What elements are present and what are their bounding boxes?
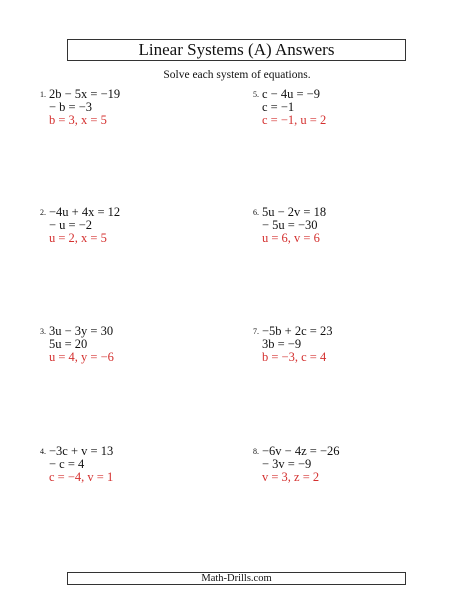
problem-8 xyxy=(253,445,433,484)
equation-2: 5u = 20 xyxy=(49,337,88,351)
equation-1: 5u − 2v = 18 xyxy=(262,205,327,219)
equation-2: − b = −3 xyxy=(49,100,93,114)
equation-2: c = −1 xyxy=(262,100,295,114)
answer: u = 4, y = −6 xyxy=(49,350,114,364)
page-title: Linear Systems (A) Answers xyxy=(67,39,406,61)
problem-number: 6. xyxy=(253,208,259,217)
answer: v = 3, z = 2 xyxy=(262,470,320,484)
problem-7 xyxy=(253,325,433,364)
equation-1: c − 4u = −9 xyxy=(262,87,320,101)
answer: b = −3, c = 4 xyxy=(262,350,327,364)
answer: u = 2, x = 5 xyxy=(49,231,107,245)
answer: u = 6, v = 6 xyxy=(262,231,320,245)
problem-number: 8. xyxy=(253,447,259,456)
answer: c = −1, u = 2 xyxy=(262,113,327,127)
equation-2: 3b = −9 xyxy=(262,337,302,351)
problem-4 xyxy=(40,445,220,484)
problem-number: 7. xyxy=(253,327,259,336)
equation-1: −4u + 4x = 12 xyxy=(49,205,121,219)
problem-number: 2. xyxy=(40,208,46,217)
problem-2 xyxy=(40,206,220,245)
equation-2: − u = −2 xyxy=(49,218,93,232)
equation-1: −6v − 4z = −26 xyxy=(262,444,340,458)
answer: b = 3, x = 5 xyxy=(49,113,107,127)
equation-1: 2b − 5x = −19 xyxy=(49,87,121,101)
equation-2: − 5u = −30 xyxy=(262,218,318,232)
footer: Math-Drills.com xyxy=(67,572,406,585)
equation-2: − c = 4 xyxy=(49,457,85,471)
problem-number: 1. xyxy=(40,90,46,99)
problem-1 xyxy=(40,88,220,127)
equation-1: −3c + v = 13 xyxy=(49,444,114,458)
equation-1: 3u − 3y = 30 xyxy=(49,324,114,338)
problem-number: 5. xyxy=(253,90,259,99)
problem-number: 3. xyxy=(40,327,46,336)
equation-1: −5b + 2c = 23 xyxy=(262,324,333,338)
instructions: Solve each system of equations. xyxy=(163,69,311,81)
problem-3 xyxy=(40,325,220,364)
problem-5 xyxy=(253,88,433,127)
equation-2: − 3v = −9 xyxy=(262,457,312,471)
answer: c = −4, v = 1 xyxy=(49,470,114,484)
problem-number: 4. xyxy=(40,447,46,456)
problem-6 xyxy=(253,206,433,245)
